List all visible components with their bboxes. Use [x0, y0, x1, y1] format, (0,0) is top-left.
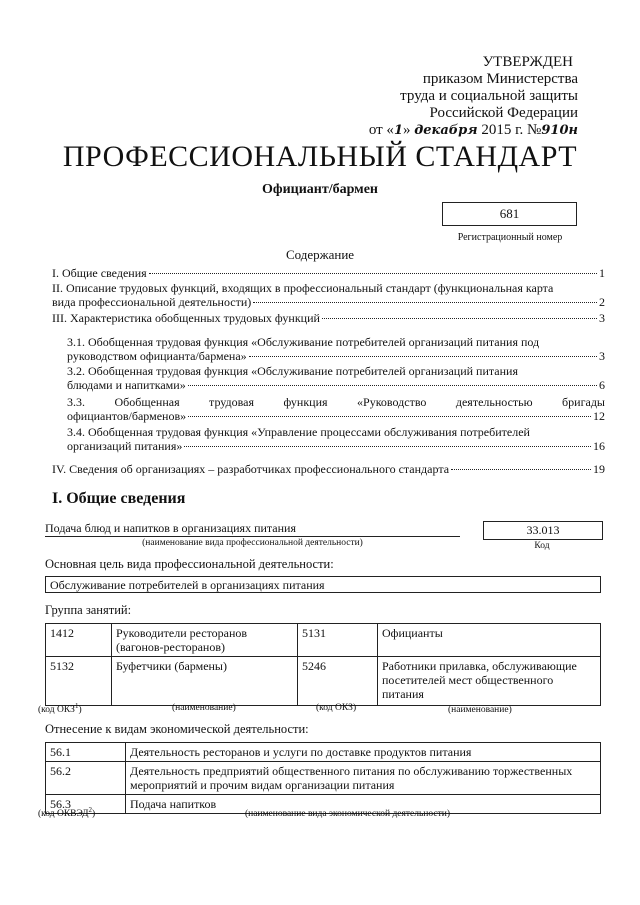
- approval-block: [0, 54, 578, 139]
- toc-item-3-2: 3.2. Обобщенная трудовая функция «Обслуживание потребителей организаций питания блюдами и напитками» 6: [67, 364, 605, 392]
- toc-item-3-4: 3.4. Обобщенная трудовая функция «Управление процессами обслуживания потребителей организаций питания» 16: [67, 425, 605, 453]
- group-caption-name-2: (наименование): [448, 705, 512, 715]
- approval-number: 910н: [541, 123, 578, 138]
- toc-item-3-3: 3.3. Обобщенная трудовая функция «Руководство деятельностью бригады официантов/барменов» 12: [67, 395, 605, 423]
- toc-heading: Содержание: [285, 247, 355, 262]
- approval-day: 1: [393, 123, 403, 138]
- group-caption-code: (код ОКЗ$^1$): [38, 702, 82, 716]
- approval-date-line: от «1» декабря 2015 г. №910н: [368, 122, 578, 138]
- document-subtitle: Официант/бармен: [262, 182, 378, 197]
- document-title: ПРОФЕССИОНАЛЬНЫЙ СТАНДАРТ: [62, 140, 578, 173]
- table-row: 56.2 Деятельность предприятий общественного питания по обслуживанию торжественных мероприятий и прочим видам организации питания: [46, 762, 601, 795]
- table-row: 5132 Буфетчики (бармены) 5246 Работники прилавка, обслуживающие посетителей мест общественного питания: [46, 657, 601, 706]
- approval-title: УТВЕРЖДЕН: [482, 54, 573, 70]
- economic-activity-table: [45, 742, 601, 814]
- activity-code-caption: Код: [534, 541, 550, 551]
- table-row: 56.1 Деятельность ресторанов и услуги по доставке продуктов питания: [46, 743, 601, 762]
- toc-item-2: II. Описание трудовых функций, входящих в профессиональный стандарт (функциональная карта вида профессиональной деятельности) 2: [52, 281, 605, 309]
- approval-line-1: приказом Министерства: [422, 71, 578, 87]
- goal-field: Обслуживание потребителей в организациях питания: [45, 576, 601, 593]
- activity-caption: (наименование вида профессиональной деятельности): [142, 538, 363, 548]
- econ-caption-code: (код ОКВЭД$^2$): [38, 806, 96, 820]
- group-label: Группа занятий:: [45, 603, 132, 617]
- activity-code-box: 33.013: [483, 521, 603, 540]
- approval-line-2: труда и социальной защиты: [400, 88, 578, 104]
- occupation-group-table: [45, 623, 601, 706]
- section-heading: I. Общие сведения: [52, 490, 186, 507]
- table-row: 1412 Руководители ресторанов (вагонов-ресторанов) 5131 Официанты: [46, 624, 601, 657]
- approval-month: декабря: [414, 123, 478, 138]
- toc-item-4: IV. Сведения об организациях – разработчиках профессионального стандарта 19: [52, 462, 605, 476]
- registration-number-label: Регистрационный номер: [457, 232, 563, 243]
- econ-label: Отнесение к видам экономической деятельности:: [45, 722, 309, 736]
- toc-item-1: I. Общие сведения 1: [52, 266, 605, 280]
- table-row: 56.3 Подача напитков: [46, 795, 601, 814]
- activity-field: Подача блюд и напитков в организациях питания: [45, 521, 460, 537]
- goal-label: Основная цель вида профессиональной деятельности:: [45, 557, 334, 571]
- registration-number-box: 681: [442, 202, 577, 226]
- toc-item-3-1: 3.1. Обобщенная трудовая функция «Обслуживание потребителей организаций питания под руководством официанта/бармена» 3: [67, 335, 605, 363]
- toc-item-3: III. Характеристика обобщенных трудовых функций 3: [52, 311, 605, 325]
- group-caption-name: (наименование): [172, 703, 236, 713]
- approval-line-3: Российской Федерации: [429, 105, 578, 121]
- group-caption-code-2: (код ОКЗ): [316, 703, 357, 713]
- econ-caption-name: (наименование вида экономической деятельности): [245, 809, 450, 819]
